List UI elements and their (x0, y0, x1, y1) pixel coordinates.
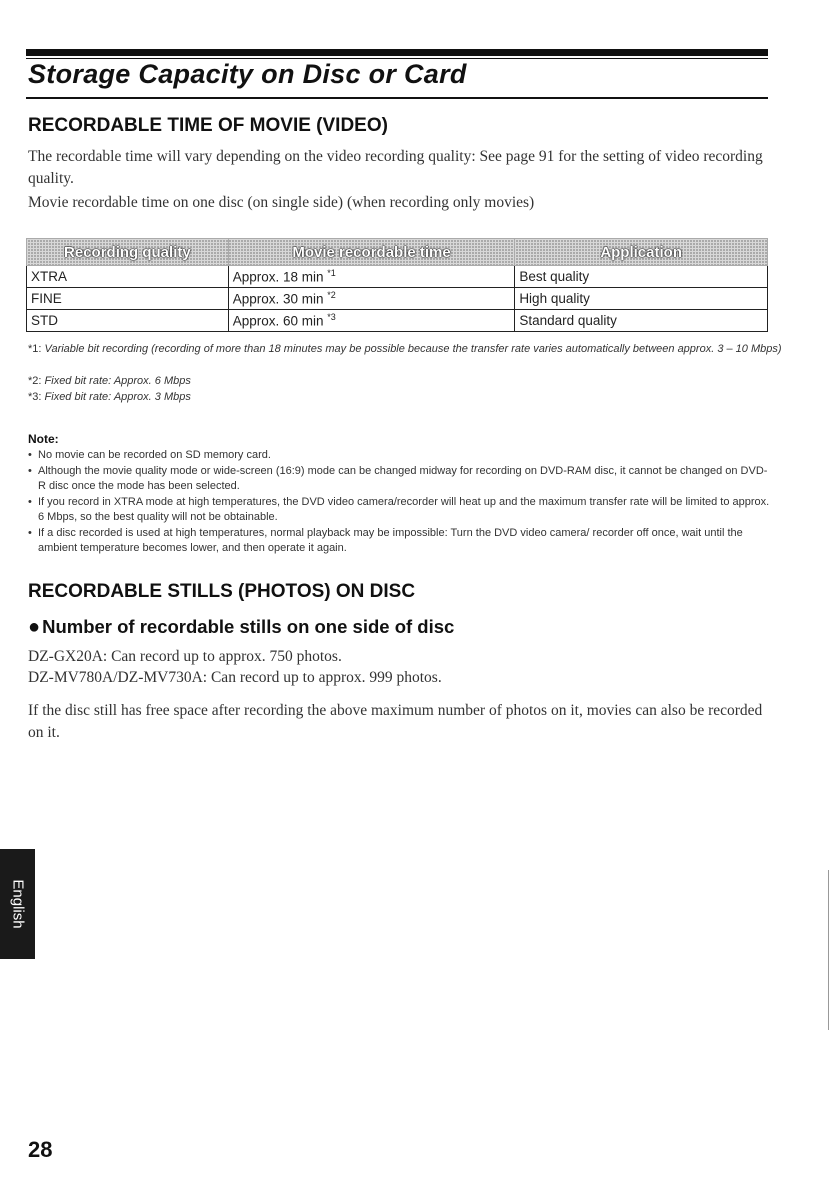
header-application: Application (515, 239, 768, 266)
footnote-mark: *1: (28, 343, 42, 355)
movie-section-heading: RECORDABLE TIME OF MOVIE (VIDEO) (28, 115, 388, 136)
note-label: Note: (28, 432, 59, 446)
cell-time (228, 266, 515, 288)
table-row (27, 310, 768, 332)
footnote-text: Fixed bit rate: Approx. 3 Mbps (44, 391, 191, 403)
cell-application: High quality (515, 288, 768, 310)
page-edge-line (828, 870, 829, 1030)
cell-quality: FINE (27, 288, 229, 310)
cell-quality: STD (27, 310, 229, 332)
table-row (27, 266, 768, 288)
cell-quality: XTRA (27, 266, 229, 288)
cell-application: Best quality (515, 266, 768, 288)
time-value: Approx. 30 min (232, 291, 324, 307)
footnote-3 (28, 390, 768, 405)
stills-line-mv780a: DZ-MV780A/DZ-MV730A: Can record up to approx. 999 photos. (28, 669, 442, 686)
stills-section-heading: RECORDABLE STILLS (PHOTOS) ON DISC (28, 581, 416, 602)
footnote-ref: *1 (327, 268, 336, 279)
list-item (28, 495, 770, 526)
bullet-icon: • (28, 464, 32, 477)
bullet-icon: • (28, 526, 32, 539)
footnote-mark: *2: (28, 375, 42, 387)
table-header-row (27, 239, 768, 266)
language-tab (0, 849, 35, 959)
header-movie-recordable-time: Movie recordable time (228, 239, 515, 266)
note-text: If you record in XTRA mode at high temperatures, the DVD video camera/recorder will heat up and the maximum transfer rate will be limited to approx. 6 Mbps, so the best quality will not be obtainable. (38, 495, 770, 523)
notes-list (28, 448, 770, 557)
table-row (27, 288, 768, 310)
page-number: 28 (28, 1137, 53, 1162)
cell-time (228, 288, 515, 310)
title-underline (26, 97, 768, 99)
note-text: If a disc recorded is used at high temperatures, normal playback may be impossible: Turn the DVD video camera/ recorder off once, wait until the ambient temperature becomes lower, and then operate it again. (38, 526, 743, 554)
note-text: Although the movie quality mode or wide-screen (16:9) mode can be changed midway for recording on DVD-RAM disc, it cannot be changed on DVD-R disc once the mode has been selected. (38, 464, 768, 492)
stills-line-gx20a: DZ-GX20A: Can record up to approx. 750 photos. (28, 648, 342, 665)
list-item (28, 448, 770, 464)
footnote-ref: *3 (327, 312, 336, 323)
header-recording-quality: Recording quality (27, 239, 229, 266)
footnote-ref: *2 (327, 290, 336, 301)
time-value: Approx. 60 min (232, 313, 324, 329)
bullet-icon: • (28, 449, 32, 461)
footnote-text: Fixed bit rate: Approx. 6 Mbps (44, 375, 191, 387)
list-item (28, 464, 770, 495)
footnote-1 (28, 342, 786, 357)
movie-intro-text: The recordable time will vary depending on the video recording quality: See page 91 for the setting of video recording quality. (28, 148, 763, 187)
top-thick-rule (26, 49, 768, 56)
time-value: Approx. 18 min (232, 269, 324, 285)
footnote-text: Variable bit recording (recording of more than 18 minutes may be possible because the transfer rate varies automatically between approx. 3 – 10 Mbps) (44, 343, 782, 355)
page-title: Storage Capacity on Disc or Card (28, 59, 467, 89)
stills-subheading-text: Number of recordable stills on one side of disc (42, 616, 455, 637)
table-caption: Movie recordable time on one disc (on single side) (when recording only movies) (28, 194, 535, 211)
language-tab-label: English (9, 879, 26, 929)
footnote-mark: *3: (28, 391, 42, 403)
note-text: No movie can be recorded on SD memory card. (38, 449, 271, 461)
stills-paragraph: If the disc still has free space after recording the above maximum number of photos on it, movies can also be recorded on it. (28, 702, 763, 741)
recordable-time-table (26, 238, 768, 332)
list-item (28, 526, 770, 557)
stills-subheading (28, 616, 454, 639)
bullet-icon: • (28, 495, 32, 508)
bullet-dot-icon: ● (28, 616, 41, 638)
cell-application: Standard quality (515, 310, 768, 332)
footnote-2 (28, 374, 768, 389)
cell-time (228, 310, 515, 332)
